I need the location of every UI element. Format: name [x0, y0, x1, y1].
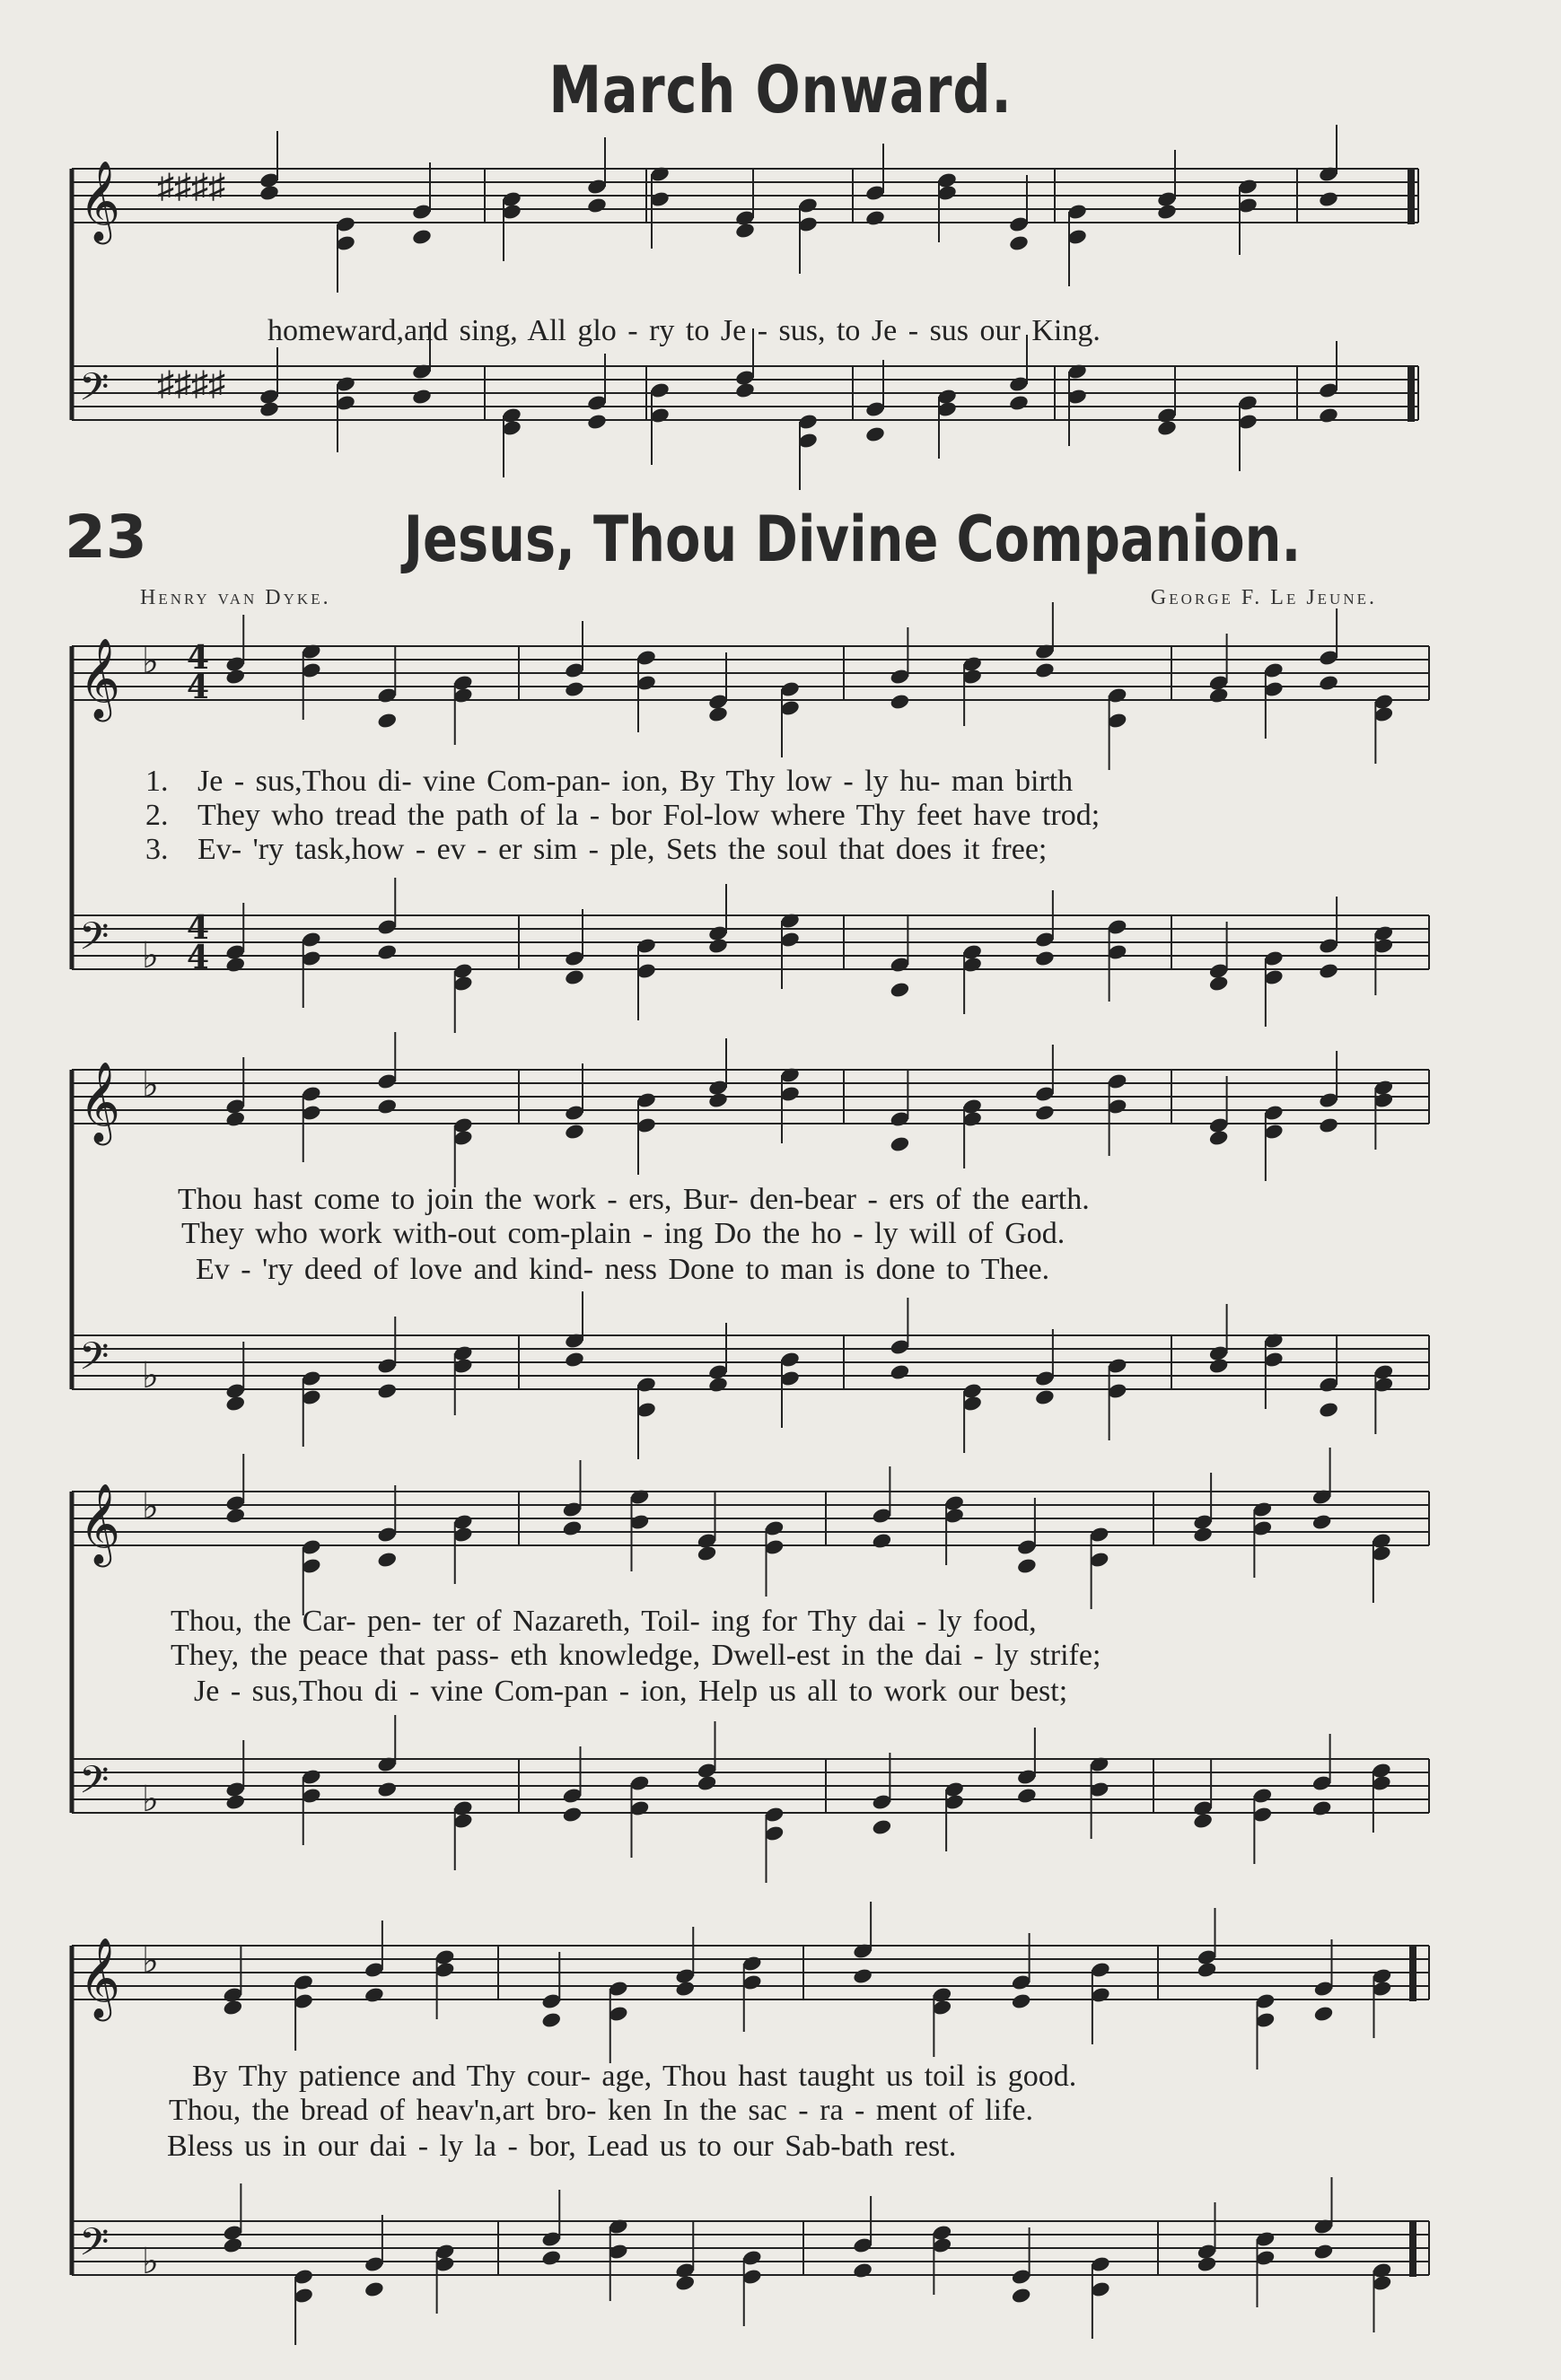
note-head	[224, 1793, 246, 1811]
note-head	[707, 705, 729, 723]
note-head	[1192, 1812, 1214, 1830]
time-signature: 4	[187, 909, 210, 947]
note-head	[376, 1551, 398, 1569]
note-head	[1318, 1401, 1339, 1419]
final-bar	[1409, 2221, 1416, 2277]
note-head	[707, 1091, 729, 1109]
note-head	[1311, 1513, 1333, 1531]
lyric-line: Je - sus,Thou di - vine Com-pan - ion, Help us all to work our best;	[194, 1675, 1068, 1708]
note-head	[1156, 203, 1178, 221]
lyric-line: Thou, the Car- pen- ter of Nazareth, Toil- ing for Thy dai - ly food,	[171, 1605, 1037, 1638]
verse-number: 2.	[145, 799, 169, 832]
note-head	[1156, 419, 1178, 437]
note-head	[376, 943, 398, 961]
note-head	[1313, 2243, 1335, 2261]
final-bar	[1409, 1946, 1416, 2001]
hymn-number: 23	[65, 503, 147, 572]
note-head	[540, 2249, 562, 2267]
note-head	[564, 968, 585, 986]
note-head	[562, 1519, 583, 1537]
flat-sign: ♭	[142, 1355, 159, 1396]
verse-number: 3.	[145, 833, 169, 866]
lyric-line: Bless us in our dai - ly la - bor, Lead us to our Sab-bath rest.	[167, 2130, 957, 2163]
flat-sign: ♭	[142, 2241, 159, 2281]
note-head	[1034, 1388, 1056, 1406]
flat-sign: ♭	[142, 1940, 159, 1981]
note-head	[376, 712, 398, 730]
note-head	[224, 1507, 246, 1525]
note-head	[562, 1806, 583, 1824]
note-head	[674, 2274, 696, 2292]
note-head	[1008, 394, 1030, 412]
treble-clef: 𝄞	[79, 161, 121, 241]
flat-sign: ♭	[142, 935, 159, 976]
note-head	[1318, 674, 1339, 692]
note-head	[223, 1999, 244, 2017]
system-2-lyrics	[178, 1183, 1090, 1353]
note-head	[1313, 2005, 1335, 2023]
note-head	[852, 2262, 873, 2279]
lyric-line: Thou hast come to join the work - ers, Bur- den-bear - ers of the earth.	[178, 1183, 1090, 1216]
final-bar	[1408, 169, 1415, 224]
note-head	[411, 388, 433, 406]
note-head	[1016, 1787, 1038, 1805]
treble-clef: 𝄞	[79, 1938, 121, 2018]
note-head	[1311, 1799, 1333, 1817]
time-signature: 4	[187, 939, 210, 976]
flat-sign: ♭	[142, 1486, 159, 1527]
note-head	[1016, 1557, 1038, 1575]
lyric-line: Ev - 'ry deed of love and kind- ness Done to man is done to Thee.	[196, 1253, 1050, 1286]
note-head	[1318, 407, 1339, 424]
verse-number: 1.	[145, 765, 169, 798]
note-head	[1034, 661, 1056, 679]
final-bar	[1408, 366, 1415, 422]
bass-clef: 𝄢	[79, 1334, 110, 1388]
note-head	[224, 1395, 246, 1413]
note-head	[564, 1351, 585, 1369]
lyric-line: Je - sus,Thou di- vine Com-pan- ion, By Thy low - ly hu- man birth	[197, 765, 1074, 798]
note-head	[364, 2280, 385, 2298]
flat-sign: ♭	[142, 1779, 159, 1819]
note-head	[1011, 2287, 1032, 2305]
note-head	[707, 1376, 729, 1394]
bass-clef: 𝄢	[79, 365, 110, 419]
note-head	[1318, 1116, 1339, 1134]
time-signature: 4	[187, 669, 210, 706]
note-head	[411, 228, 433, 246]
note-head	[1208, 687, 1230, 704]
bass-clef: 𝄢	[79, 2220, 110, 2274]
lyric-line: They who tread the path of la - bor Fol-low where Thy feet have trod;	[197, 799, 1101, 832]
flat-sign: ♭	[142, 641, 159, 681]
note-head	[564, 1123, 585, 1141]
system-4-lyrics	[167, 2060, 1077, 2230]
note-head	[564, 680, 585, 698]
note-head	[223, 2236, 244, 2254]
note-head	[224, 956, 246, 974]
note-head	[586, 413, 608, 431]
note-head	[852, 1967, 873, 1985]
note-head	[674, 1980, 696, 1998]
note-head	[586, 197, 608, 214]
note-head	[697, 1544, 718, 1562]
note-head	[734, 381, 756, 399]
note-head	[864, 425, 886, 443]
note-head	[890, 981, 911, 999]
note-head	[364, 1986, 385, 2004]
note-head	[540, 2011, 562, 2029]
note-head	[376, 1781, 398, 1798]
note-head	[224, 668, 246, 686]
system-3-lyrics	[171, 1605, 1101, 1775]
note-head	[1208, 1129, 1230, 1147]
note-head	[376, 1098, 398, 1116]
note-head	[1318, 190, 1339, 208]
note-head	[734, 222, 756, 240]
bass-clef: 𝄢	[79, 1758, 110, 1812]
note-head	[1034, 949, 1056, 967]
lyric-line: By Thy patience and Thy cour- age, Thou hast taught us toil is good.	[192, 2060, 1077, 2093]
note-head	[872, 1532, 893, 1550]
note-head	[697, 1774, 718, 1792]
lyric-line: They, the peace that pass- eth knowledge, Dwell-est in the dai - ly strife;	[171, 1639, 1101, 1672]
note-head	[1034, 1104, 1056, 1122]
prev-hymn-title: March Onward.	[548, 52, 1013, 127]
words-credit: Henry van Dyke.	[140, 586, 331, 609]
note-head	[1318, 962, 1339, 980]
treble-clef: 𝄞	[79, 638, 121, 719]
note-head	[890, 1135, 911, 1153]
note-head	[1197, 1961, 1218, 1979]
treble-clef: 𝄞	[79, 1062, 121, 1142]
note-head	[872, 1818, 893, 1836]
treble-clef: 𝄞	[79, 1483, 121, 1564]
note-head	[1208, 1357, 1230, 1375]
music-credit: George F. Le Jeune.	[1150, 586, 1377, 609]
lyric-line: Ev- 'ry task,how - ev - er sim - ple, Sets the soul that does it free;	[197, 833, 1048, 866]
lyric-line: homeward,and sing, All glo - ry to Je - sus, to Je - sus our King.	[267, 314, 1101, 347]
note-head	[890, 693, 911, 711]
note-head	[1197, 2255, 1218, 2273]
note-head	[259, 400, 280, 418]
lyric-line: Thou, the bread of heav'n,art bro- ken In the sac - ra - ment of life.	[169, 2094, 1033, 2127]
note-head	[890, 1363, 911, 1381]
note-head	[259, 184, 280, 202]
note-head	[1011, 1992, 1032, 2010]
note-head	[1208, 975, 1230, 993]
note-head	[1008, 234, 1030, 252]
flat-sign: ♭	[142, 1064, 159, 1105]
hymn-title: Jesus, Thou Divine Companion.	[403, 503, 1302, 576]
system-1-lyrics	[145, 765, 1101, 1037]
note-head	[224, 1110, 246, 1128]
note-head	[864, 209, 886, 227]
lyric-line: They who work with-out com-plain - ing Do the ho - ly will of God.	[181, 1217, 1066, 1250]
note-head	[707, 937, 729, 955]
bass-clef: 𝄢	[79, 914, 110, 968]
key-signature-sharps: ♯♯♯♯	[157, 365, 225, 403]
time-signature: 4	[187, 639, 210, 677]
key-signature-sharps: ♯♯♯♯	[157, 168, 225, 206]
note-head	[1192, 1526, 1214, 1544]
prev-hymn-lyric	[223, 280, 1101, 382]
note-head	[376, 1382, 398, 1400]
